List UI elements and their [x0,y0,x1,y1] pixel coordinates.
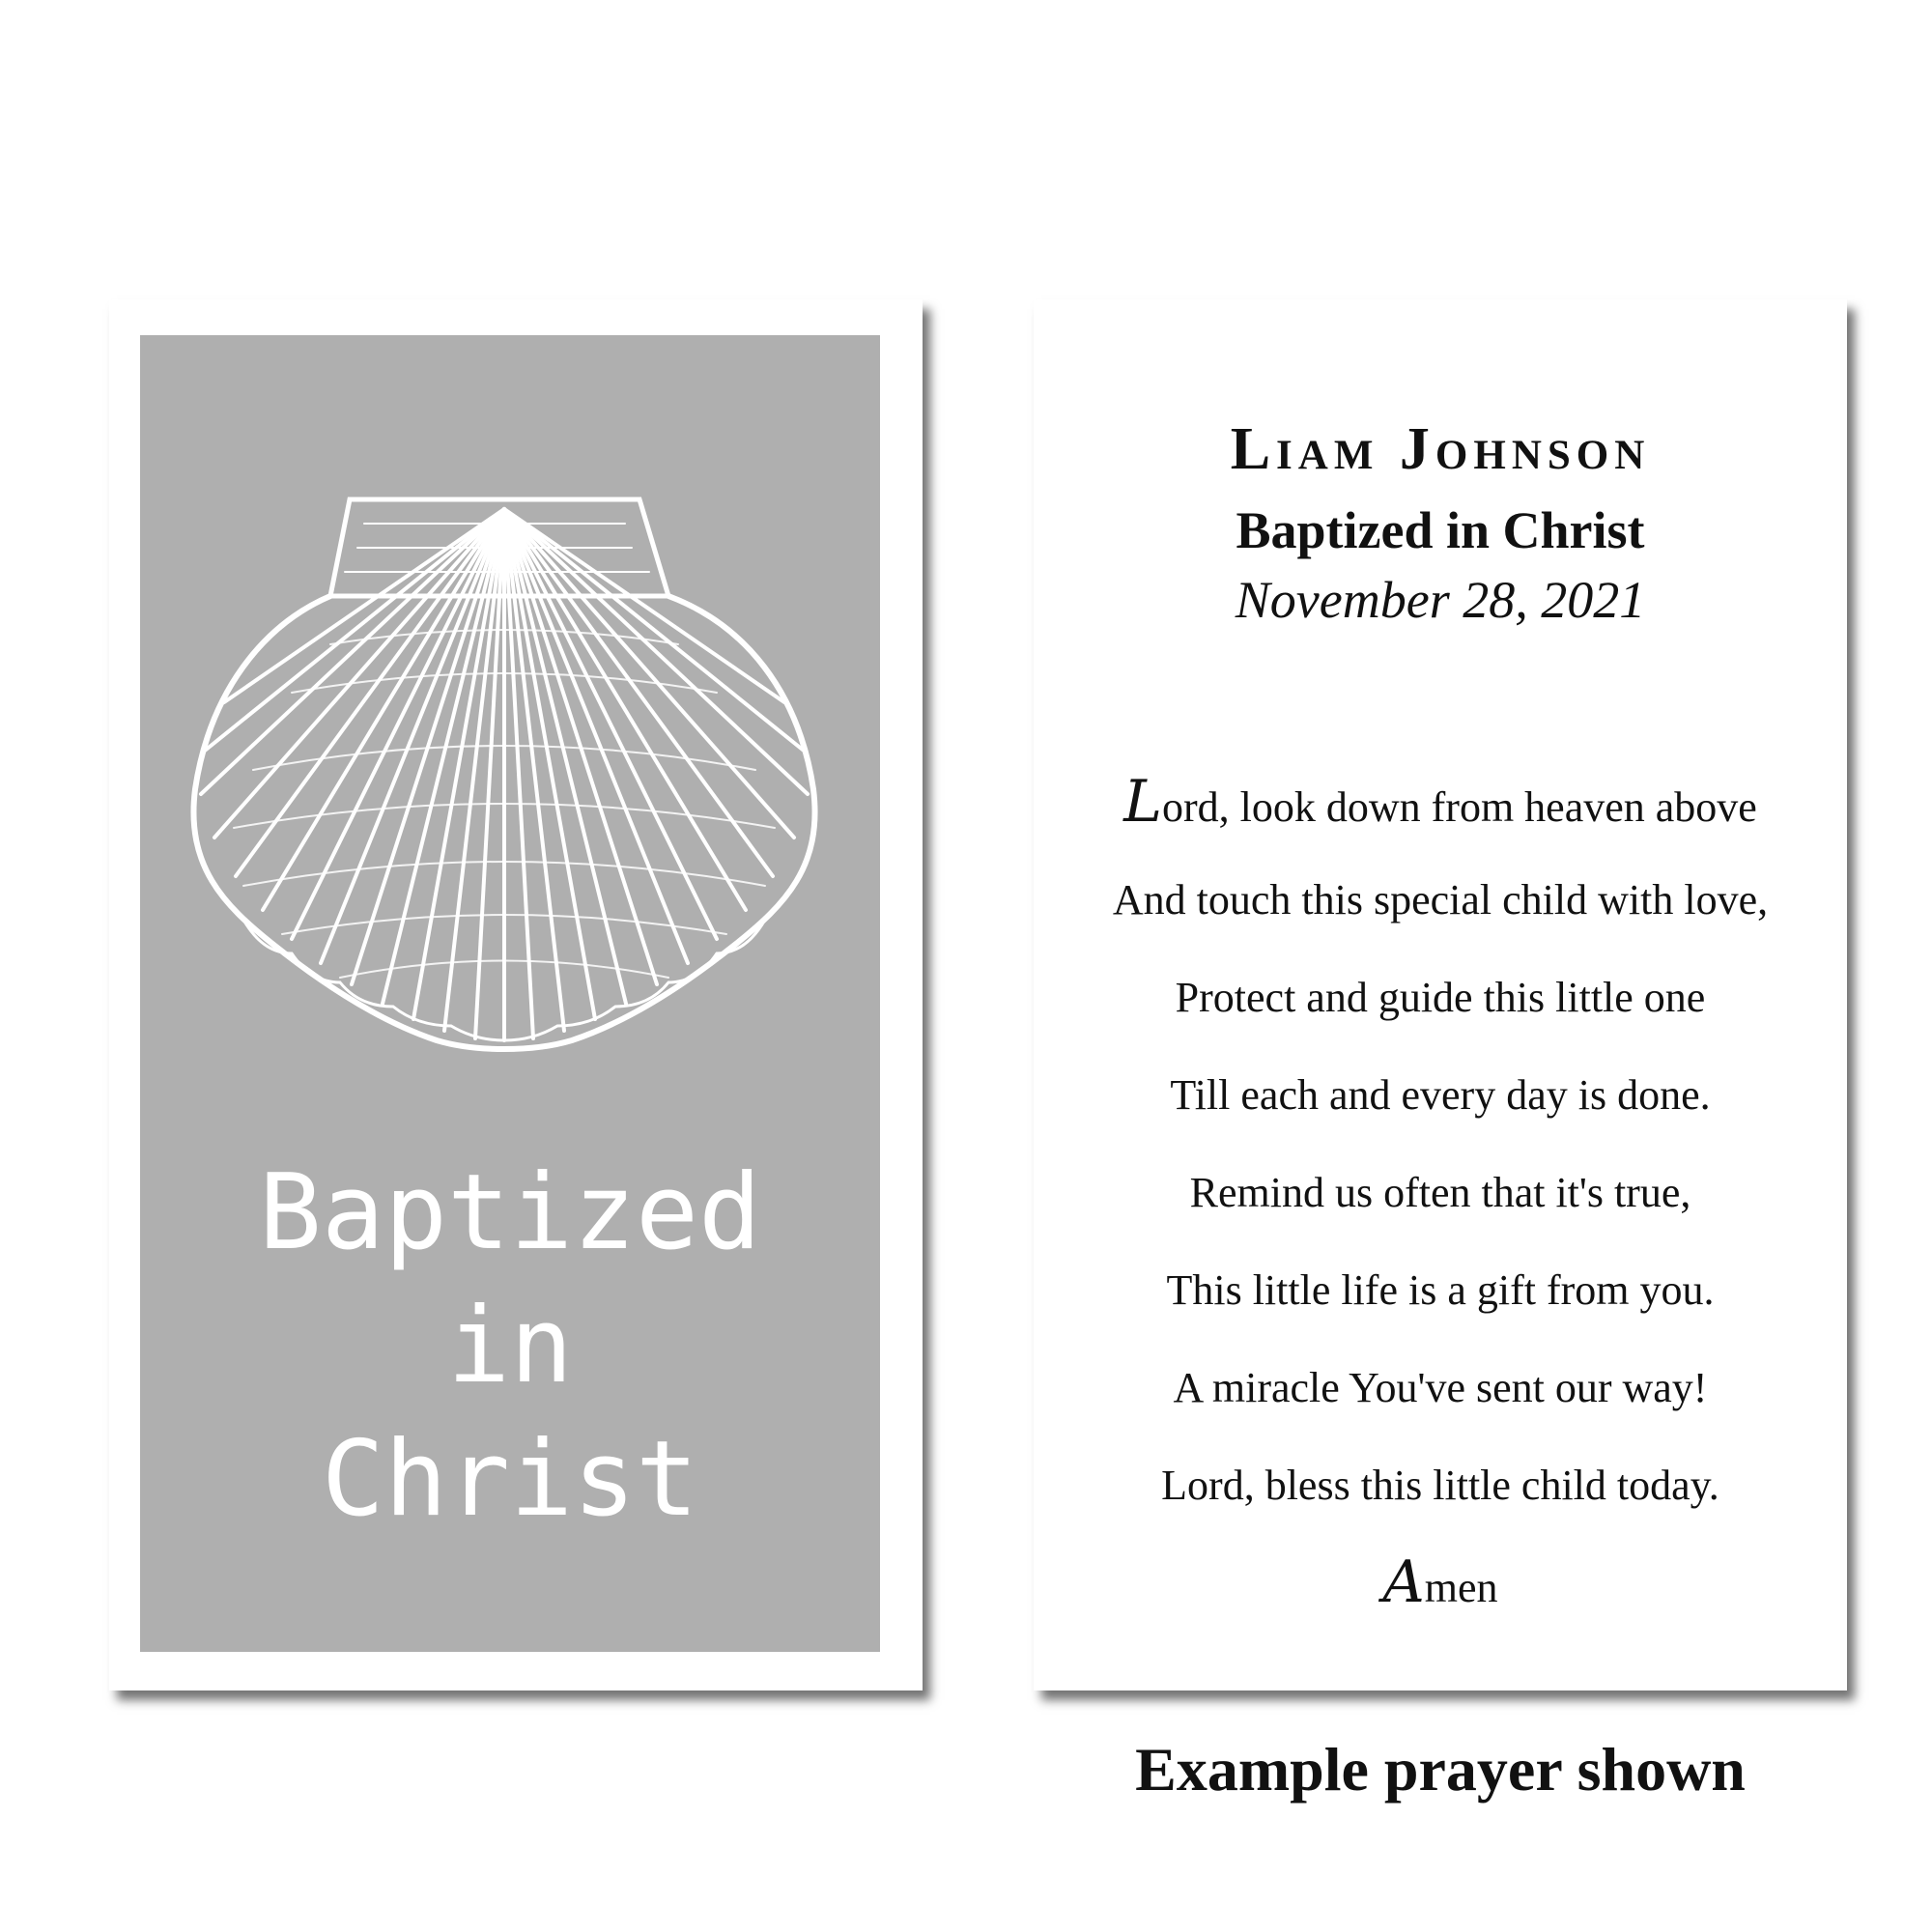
child-name: Liam Johnson [1230,416,1651,482]
prayer-line: This little life is a gift from you. [1166,1266,1715,1314]
front-title [140,1147,880,1547]
front-title-line: Christ [321,1419,699,1540]
prayer-line: Lord, look down from heaven above [1123,768,1757,836]
card-back [1034,299,1847,1690]
scallop-shell-icon [185,480,823,1060]
prayer-line: Remind us often that it's true, [1189,1169,1691,1216]
drop-cap: L [1123,768,1162,836]
baptism-date: November 28, 2021 [1235,571,1646,629]
front-title-line: Baptized [258,1152,762,1273]
prayer-text [1034,753,1847,1632]
front-title-line: in [446,1286,574,1406]
prayer-line: A miracle You've sent our way! [1173,1364,1708,1411]
drop-cap: A [1382,1548,1425,1616]
prayer-line: Amen [1382,1548,1498,1616]
prayer-line: Lord, bless this little child today. [1161,1462,1719,1509]
back-subtitle: Baptized in Christ [1236,501,1645,559]
prayer-line: And touch this special child with love, [1112,876,1769,923]
caption: Example prayer shown [1135,1735,1746,1804]
card-front [109,299,923,1690]
prayer-line: Till each and every day is done. [1170,1071,1711,1119]
front-panel [140,335,880,1652]
prayer-line: Protect and guide this little one [1175,974,1706,1021]
